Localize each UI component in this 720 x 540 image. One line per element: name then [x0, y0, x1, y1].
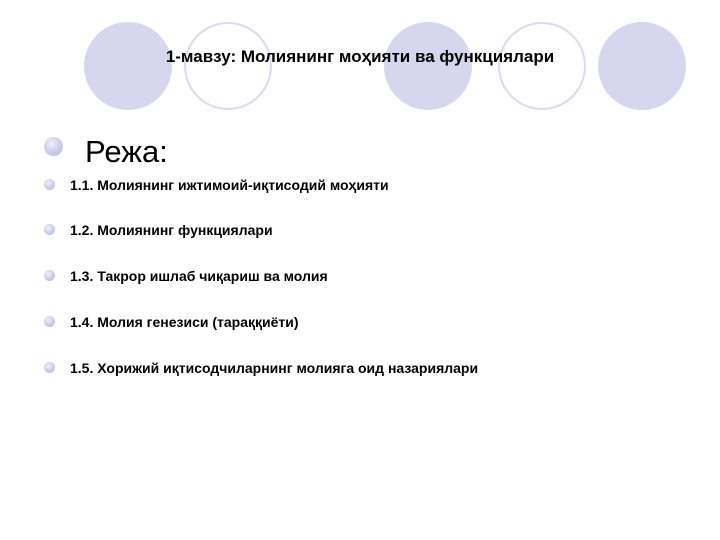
- bullet-dot-icon: [44, 137, 63, 156]
- bullet-dot-icon: [44, 270, 55, 281]
- list-item-label: 1.5. Хорижий иқтисодчиларнинг молияга оид назариялари: [70, 360, 479, 376]
- plan-heading: Режа:: [85, 134, 168, 169]
- bullet-dot-icon: [44, 179, 55, 190]
- bullet-dot-icon: [44, 224, 55, 235]
- list-item-label: 1.1. Молиянинг ижтимоий-иқтисодий моҳияти: [70, 177, 389, 193]
- list-item-label: 1.3. Такрор ишлаб чиқариш ва молия: [70, 268, 328, 284]
- slide-title: 1-мавзу: Молиянинг моҳияти ва функциялари: [165, 47, 555, 66]
- list-item-label: 1.2. Молиянинг функциялари: [70, 222, 273, 238]
- list-item-label: 1.4. Молия генезиси (тараққиёти): [70, 314, 299, 330]
- bullet-dot-icon: [44, 362, 55, 373]
- list-item: [44, 174, 704, 196]
- list-item: [44, 357, 704, 379]
- list-item: [44, 311, 704, 333]
- bullet-dot-icon: [44, 316, 55, 327]
- list-item: [44, 265, 704, 287]
- list-item: [44, 219, 704, 241]
- slide-title-container: [0, 46, 720, 68]
